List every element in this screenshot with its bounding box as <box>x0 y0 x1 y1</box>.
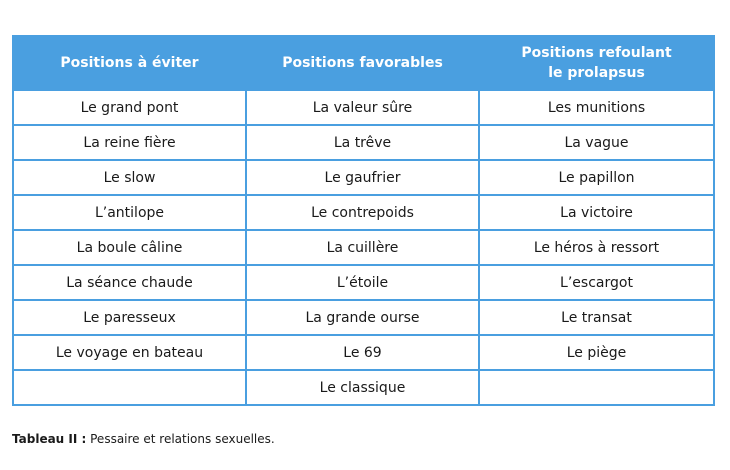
table-cell: La valeur sûre <box>246 90 479 125</box>
table-cell: Le 69 <box>246 335 479 370</box>
table-row <box>13 300 714 335</box>
table-row <box>13 265 714 300</box>
header-positions-refoulant <box>479 36 714 90</box>
table-cell: Le gaufrier <box>246 160 479 195</box>
positions-table-container <box>12 35 713 406</box>
table-cell: Le classique <box>246 370 479 405</box>
table-row <box>13 160 714 195</box>
table-row <box>13 125 714 160</box>
table-cell: L’escargot <box>479 265 714 300</box>
table-cell: La reine fière <box>13 125 246 160</box>
table-cell: Les munitions <box>479 90 714 125</box>
table-cell: La vague <box>479 125 714 160</box>
table-cell: La boule câline <box>13 230 246 265</box>
table-cell: Le transat <box>479 300 714 335</box>
table-cell: La grande ourse <box>246 300 479 335</box>
table-row <box>13 230 714 265</box>
table-cell <box>479 370 714 405</box>
table-cell: La trêve <box>246 125 479 160</box>
table-cell: Le piège <box>479 335 714 370</box>
header-line: Positions favorables <box>282 55 443 71</box>
table-row <box>13 370 714 405</box>
table-cell: L’étoile <box>246 265 479 300</box>
header-line: Positions à éviter <box>60 55 199 71</box>
table-cell: Le papillon <box>479 160 714 195</box>
positions-table <box>12 35 715 406</box>
table-cell <box>13 370 246 405</box>
table-row <box>13 195 714 230</box>
header-positions-favorables <box>246 36 479 90</box>
header-line: le prolapsus <box>548 65 645 81</box>
table-cell: La cuillère <box>246 230 479 265</box>
table-caption <box>12 432 275 446</box>
header-positions-a-eviter <box>13 36 246 90</box>
table-row <box>13 335 714 370</box>
table-cell: Le grand pont <box>13 90 246 125</box>
table-cell: La victoire <box>479 195 714 230</box>
table-header-row <box>13 36 714 90</box>
table-cell: La séance chaude <box>13 265 246 300</box>
table-cell: Le paresseux <box>13 300 246 335</box>
table-cell: Le contrepoids <box>246 195 479 230</box>
table-cell: Le héros à ressort <box>479 230 714 265</box>
caption-text: Pessaire et relations sexuelles. <box>86 432 275 446</box>
table-cell: Le voyage en bateau <box>13 335 246 370</box>
table-row <box>13 90 714 125</box>
table-cell: Le slow <box>13 160 246 195</box>
caption-label: Tableau II : <box>12 432 87 446</box>
header-line: Positions refoulant <box>521 45 672 61</box>
table-cell: L’antilope <box>13 195 246 230</box>
